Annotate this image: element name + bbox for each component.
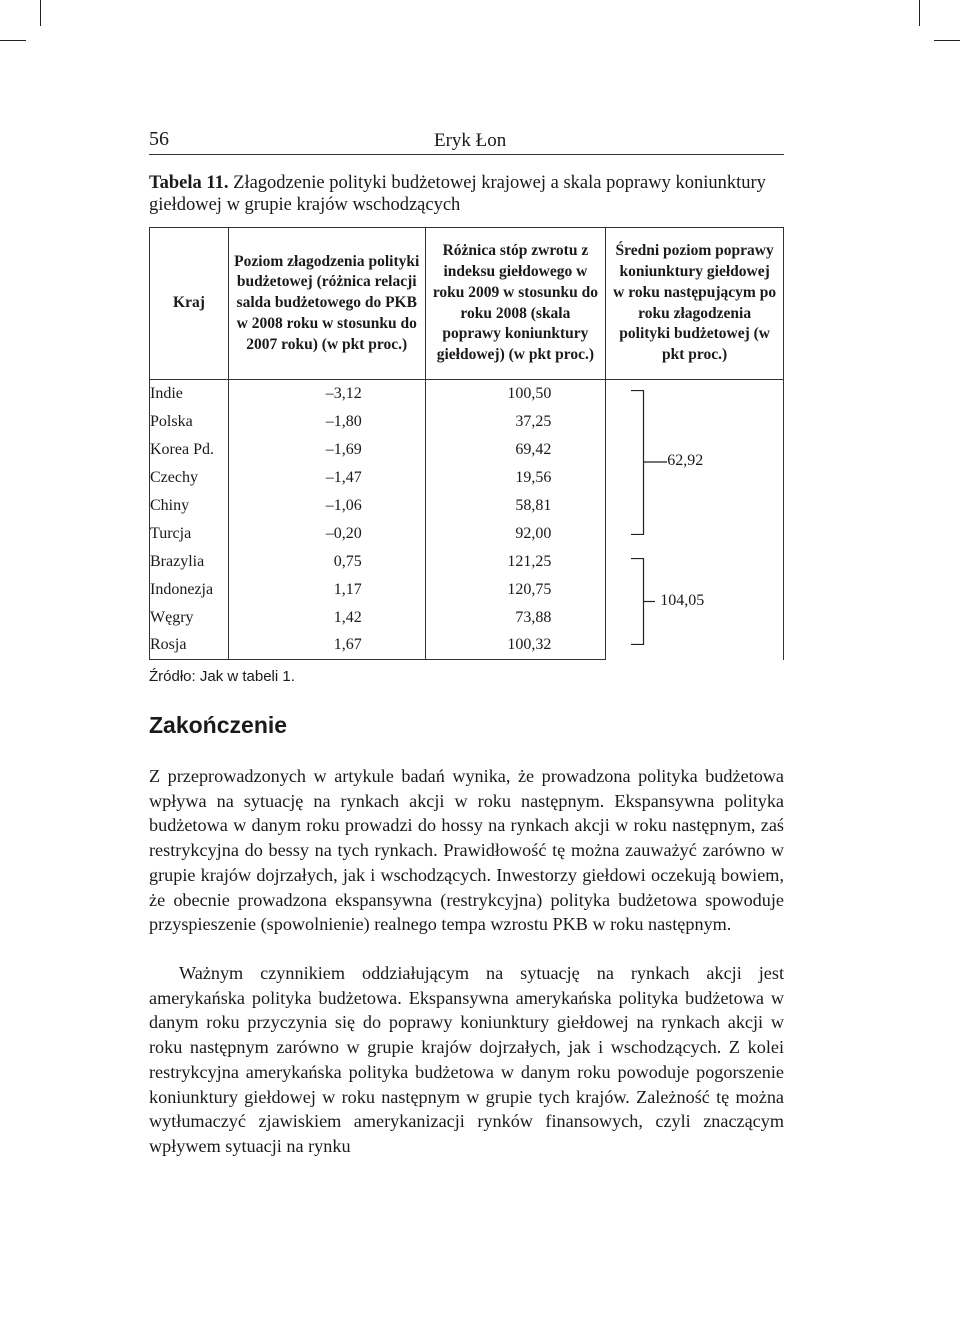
cell-stock: 19,56 — [515, 468, 552, 486]
data-table — [149, 227, 784, 660]
crop-mark — [934, 40, 960, 41]
cell-country: Indie — [150, 380, 229, 408]
cell-country: Polska — [150, 408, 229, 436]
cell-country: Turcja — [150, 520, 229, 548]
cell-stock: 73,88 — [515, 608, 552, 626]
cell-stock: 100,50 — [507, 384, 552, 402]
table-source: Źródło: Jak w tabeli 1. — [149, 668, 295, 685]
cell-fiscal: –3,12 — [325, 384, 362, 402]
table-caption-text: Złagodzenie polityki budżetowej krajowej a skala poprawy koniunktury giełdowej w grupie krajów wschodzących — [149, 173, 766, 215]
header-stock-return-diff: Różnica stóp zwrotu z indeksu giełdowego w roku 2009 w stosunku do roku 2008 (skala poprawy koniunktury giełdowej) (w pkt proc.) — [425, 228, 606, 380]
group-average-value: 104,05 — [660, 592, 705, 609]
crop-mark — [919, 0, 920, 26]
header-fiscal-easing: Poziom złagodzenia polityki budżetowej (różnica relacji salda budżetowego do PKB w 2008 roku w stosunku do 2007 roku) (w pkt proc.) — [228, 228, 425, 380]
cell-fiscal: –1,06 — [325, 496, 362, 514]
body-paragraph-2 — [149, 961, 784, 1159]
cell-country: Indonezja — [150, 576, 229, 604]
cell-stock: 120,75 — [507, 580, 552, 598]
header-country: Kraj — [150, 228, 229, 380]
paragraph-text: Ważnym czynnikiem oddziałującym na sytuację na rynkach akcji jest amerykańska polityka budżetowa. Ekspansywna amerykańska polityka budżetowa w danym roku przyczynia się do poprawy koniunktury giełdowej na rynkach akcji w roku następnym zarówno w grupie krajów dojrzałych, jak i wschodzących. Z kolei restrykcyjna amerykańska polityka budżetowa w danym roku powoduje pogorszenie koniunktury giełdowej w roku następnym w grupie tych krajów. Zależność tę można wytłumaczyć zjawiskiem amerykanizacji rynków finansowych, czyli znaczącym wpływem sytuacji na rynku — [149, 963, 784, 1156]
cell-fiscal: 1,67 — [333, 636, 362, 654]
cell-country: Węgry — [150, 604, 229, 632]
crop-mark — [0, 40, 26, 41]
group-average-value: 62,92 — [667, 452, 704, 469]
cell-fiscal: –1,47 — [325, 468, 362, 486]
crop-mark — [40, 0, 41, 26]
cell-fiscal: 0,75 — [333, 552, 362, 570]
cell-stock: 69,42 — [515, 440, 552, 458]
cell-group-averages — [606, 380, 784, 660]
page-number: 56 — [149, 128, 169, 150]
cell-fiscal: 1,17 — [333, 580, 362, 598]
cell-country: Chiny — [150, 492, 229, 520]
cell-stock: 58,81 — [515, 496, 552, 514]
cell-fiscal: –1,80 — [325, 412, 362, 430]
section-title: Zakończenie — [149, 712, 288, 738]
cell-fiscal: –1,69 — [325, 440, 362, 458]
table-header-row — [150, 228, 784, 380]
table-caption — [149, 172, 789, 216]
cell-stock: 121,25 — [507, 552, 552, 570]
bracket-group-1 — [631, 390, 667, 535]
paragraph-text: Z przeprowadzonych w artykule badań wynika, że prowadzona polityka budżetowa wpływa na sytuację na rynkach akcji w roku następnym. Ekspansywna polityka budżetowa w danym roku prowadzi do hossy na rynkach akcji w roku następnym, zaś restrykcyjna do bessy na tych rynkach. Prawidłowość tę można zauważyć zarówno w grupie krajów dojrzałych, jak i wschodzących. Inwestorzy giełdowi oczekują bowiem, że obecnie prowadzona ekspansywna (restrykcyjna) polityka budżetowa spowoduje przyspieszenie (spowolnienie) realnego tempa wzrostu PKB w roku następnym. — [149, 766, 784, 935]
cell-fiscal: 1,42 — [333, 608, 362, 626]
cell-stock: 100,32 — [507, 636, 552, 654]
table-caption-label: Tabela 11. — [149, 173, 229, 193]
running-head-author: Eryk Łon — [434, 130, 507, 151]
cell-country: Czechy — [150, 464, 229, 492]
header-average-improvement: Średni poziom poprawy koniunktury giełdowej w roku następującym po roku złagodzenia polityki budżetowej (w pkt proc.) — [606, 228, 784, 380]
cell-country: Rosja — [150, 632, 229, 660]
cell-stock: 37,25 — [515, 412, 552, 430]
table-row — [150, 380, 784, 408]
body-paragraph-1 — [149, 764, 784, 937]
cell-fiscal: –0,20 — [325, 524, 362, 542]
cell-country: Brazylia — [150, 548, 229, 576]
cell-country: Korea Pd. — [150, 436, 229, 464]
header-rule — [149, 154, 784, 155]
bracket-group-2 — [631, 558, 655, 645]
cell-stock: 92,00 — [515, 524, 552, 542]
